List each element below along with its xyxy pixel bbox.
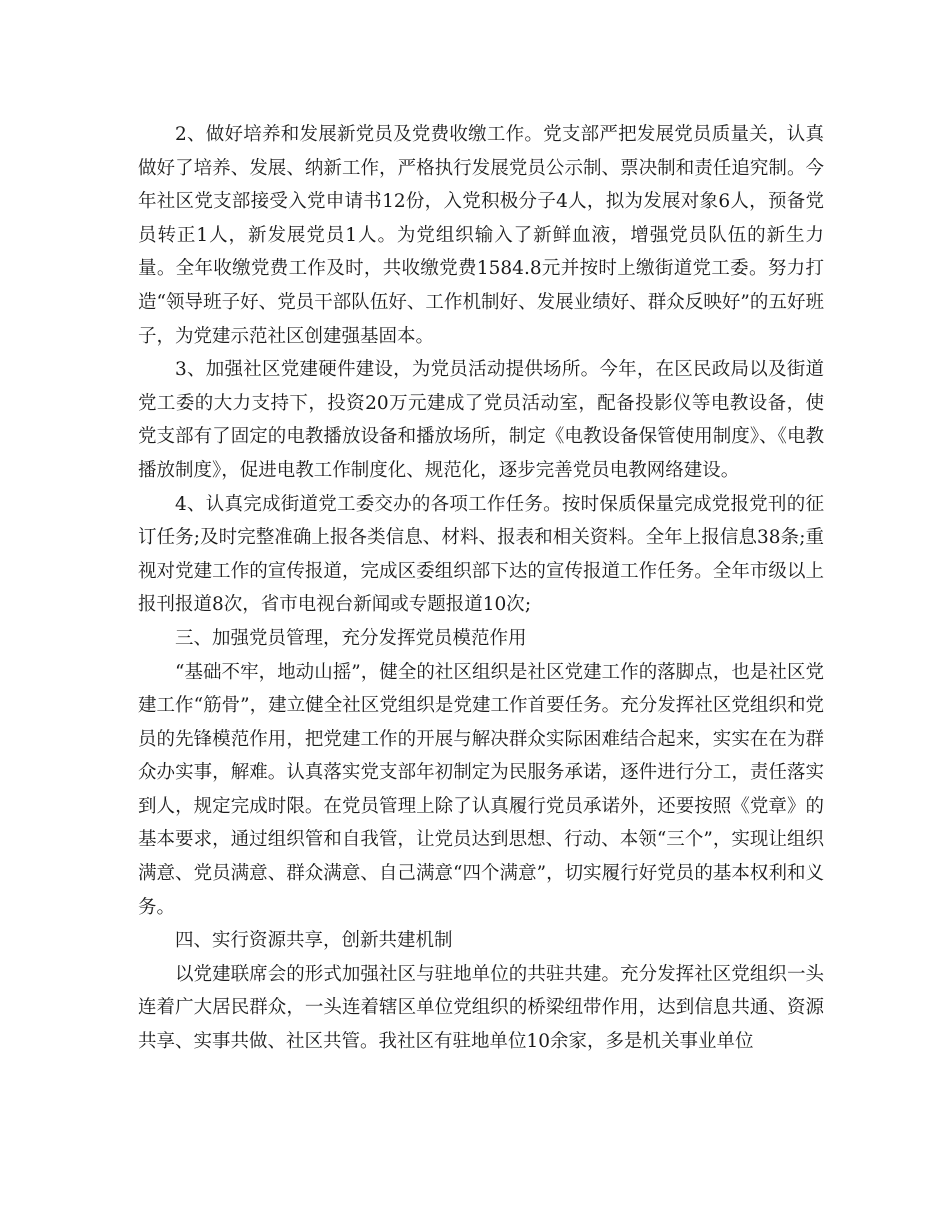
paragraph-resource-sharing: 以党建联席会的形式加强社区与驻地单位的共驻共建。充分发挥社区党组织一头连着广大居民群众，一头连着辖区单位党组织的桥梁纽带作用，达到信息共通、资源共享、实事共做、社区共管。我社区有驻地单位10余家，多是机关事业单位 (138, 963, 824, 1053)
section-heading-member-management: 三、加强党员管理，充分发挥党员模范作用 (175, 627, 527, 649)
document-body (138, 118, 824, 1059)
section-heading-resource-sharing: 四、实行资源共享，创新共建机制 (175, 930, 453, 952)
paragraph-hardware-construction: 3、加强社区党建硬件建设，为党员活动提供场所。今年，在区民政局以及街道党工委的大力支持下，投资20万元建成了党员活动室，配备投影仪等电教设备，使党支部有了固定的电教播放设备和播放场所，制定《电教设备保管使用制度》、《电教播放制度》，促进电教工作制度化、规范化，逐步完善党员电教网络建设。 (138, 359, 824, 481)
paragraph-party-member-development: 2、做好培养和发展新党员及党费收缴工作。党支部严把发展党员质量关，认真做好了培养、发展、纳新工作，严格执行发展党员公示制、票决制和责任追究制。今年社区党支部接受入党申请书12份，入党积极分子4人，拟为发展对象6人，预备党员转正1人，新发展党员1人。为党组织输入了新鲜血液，增强党员队伍的新生力量。全年收缴党费工作及时，共收缴党费1584.8元并按时上缴街道党工委。努力打造“领导班子好、党员干部队伍好、工作机制好、发展业绩好、群众反映好”的五好班子，为党建示范社区创建强基固本。 (138, 124, 824, 347)
paragraph-member-management: “基础不牢，地动山摇”，健全的社区组织是社区党建工作的落脚点，也是社区党建工作“筋骨”，建立健全社区党组织是党建工作首要任务。充分发挥社区党组织和党员的先锋模范作用，把党建工作的开展与解决群众实际困难结合起来，实实在在为群众办实事，解难。认真落实党支部年初制定为民服务承诺，逐件进行分工，责任落实到人，规定完成时限。在党员管理上除了认真履行党员承诺外，还要按照《党章》的基本要求，通过组织管和自我管，让党员达到思想、行动、本领“三个”，实现让组织满意、党员满意、群众满意、自己满意“四个满意”，切实履行好党员的基本权利和义务。 (138, 661, 824, 918)
paragraph-assigned-tasks: 4、认真完成街道党工委交办的各项工作任务。按时保质保量完成党报党刊的征订任务;及时完整准确上报各类信息、材料、报表和相关资料。全年上报信息38条;重视对党建工作的宣传报道，完成区委组织部下达的宣传报道工作任务。全年市级以上报刊报道8次，省市电视台新闻或专题报道10次; (138, 493, 824, 616)
